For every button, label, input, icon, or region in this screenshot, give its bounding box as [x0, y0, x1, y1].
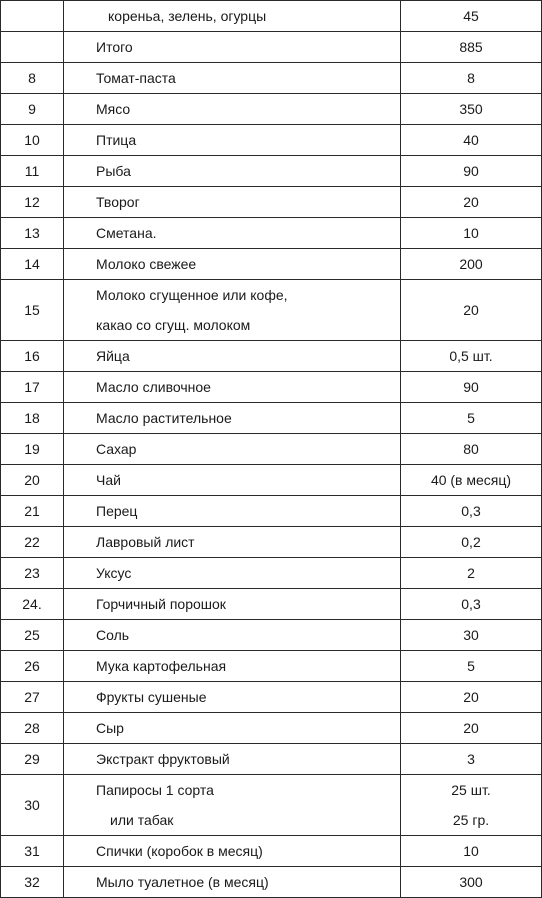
row-number: 9 — [1, 94, 64, 125]
row-number: 11 — [1, 156, 64, 187]
item-name: Лавровый лист — [64, 527, 401, 558]
item-name-line: Папиросы 1 сорта — [96, 782, 214, 798]
row-number: 24. — [1, 589, 64, 620]
item-quantity: 90 — [401, 156, 542, 187]
row-number — [1, 1, 64, 32]
item-quantity: 0,3 — [401, 496, 542, 527]
item-quantity: 885 — [401, 32, 542, 63]
row-number: 15 — [1, 280, 64, 341]
item-name — [64, 775, 401, 836]
row-number: 22 — [1, 527, 64, 558]
item-name: Экстракт фруктовый — [64, 744, 401, 775]
item-quantity: 40 (в месяц) — [401, 465, 542, 496]
item-name — [64, 280, 401, 341]
item-name: Рыба — [64, 156, 401, 187]
row-number: 10 — [1, 125, 64, 156]
table-row — [1, 32, 542, 63]
table-row — [1, 713, 542, 744]
item-name: Масло сливочное — [64, 372, 401, 403]
item-quantity-line: 25 шт. — [451, 782, 491, 798]
row-number: 13 — [1, 218, 64, 249]
table-row — [1, 867, 542, 898]
row-number: 14 — [1, 249, 64, 280]
row-number: 31 — [1, 836, 64, 867]
item-quantity: 30 — [401, 620, 542, 651]
row-number: 26 — [1, 651, 64, 682]
item-quantity: 20 — [401, 713, 542, 744]
item-quantity — [401, 775, 542, 836]
item-name-line: кореньа, зелень, огурцы — [108, 8, 267, 24]
item-name: Мука картофельная — [64, 651, 401, 682]
item-name — [64, 1, 401, 32]
item-name-line: или табак — [110, 812, 174, 828]
table-row — [1, 589, 542, 620]
row-number: 18 — [1, 403, 64, 434]
table-row — [1, 496, 542, 527]
table-row — [1, 434, 542, 465]
item-name-line: какао со сгущ. молоком — [96, 317, 251, 333]
item-name: Сыр — [64, 713, 401, 744]
item-quantity: 80 — [401, 434, 542, 465]
item-quantity: 8 — [401, 63, 542, 94]
table-row — [1, 280, 542, 341]
ration-table-body — [1, 1, 542, 898]
row-number — [1, 32, 64, 63]
table-row — [1, 94, 542, 125]
table-row — [1, 836, 542, 867]
item-quantity: 20 — [401, 280, 542, 341]
item-name: Фрукты сушеные — [64, 682, 401, 713]
item-name: Томат-паста — [64, 63, 401, 94]
row-number: 19 — [1, 434, 64, 465]
item-name: Мясо — [64, 94, 401, 125]
table-row — [1, 341, 542, 372]
table-row — [1, 125, 542, 156]
table-row — [1, 775, 542, 836]
item-quantity: 5 — [401, 651, 542, 682]
item-quantity: 40 — [401, 125, 542, 156]
item-quantity: 20 — [401, 682, 542, 713]
table-row — [1, 558, 542, 589]
item-name: Уксус — [64, 558, 401, 589]
row-number: 23 — [1, 558, 64, 589]
table-row — [1, 744, 542, 775]
item-name: Молоко свежее — [64, 249, 401, 280]
item-quantity: 20 — [401, 187, 542, 218]
item-name: Перец — [64, 496, 401, 527]
table-row — [1, 372, 542, 403]
item-quantity: 10 — [401, 218, 542, 249]
row-number: 16 — [1, 341, 64, 372]
item-quantity: 5 — [401, 403, 542, 434]
item-quantity: 0,2 — [401, 527, 542, 558]
item-quantity: 0,3 — [401, 589, 542, 620]
row-number: 8 — [1, 63, 64, 94]
table-row — [1, 218, 542, 249]
table-row — [1, 465, 542, 496]
table-row — [1, 187, 542, 218]
item-name: Сметана. — [64, 218, 401, 249]
item-name: Сахар — [64, 434, 401, 465]
item-name: Соль — [64, 620, 401, 651]
item-name: Птица — [64, 125, 401, 156]
row-number: 27 — [1, 682, 64, 713]
row-number: 30 — [1, 775, 64, 836]
item-quantity: 45 — [401, 1, 542, 32]
item-name-line: Молоко сгущенное или кофе, — [96, 287, 288, 303]
table-row — [1, 63, 542, 94]
table-row — [1, 1, 542, 32]
item-name: Творог — [64, 187, 401, 218]
table-row — [1, 156, 542, 187]
table-row — [1, 249, 542, 280]
item-name: Масло растительное — [64, 403, 401, 434]
item-quantity: 10 — [401, 836, 542, 867]
item-quantity-line: 25 гр. — [452, 812, 490, 828]
row-number: 28 — [1, 713, 64, 744]
row-number: 32 — [1, 867, 64, 898]
item-quantity: 3 — [401, 744, 542, 775]
row-number: 20 — [1, 465, 64, 496]
item-quantity: 2 — [401, 558, 542, 589]
table-row — [1, 682, 542, 713]
item-quantity: 0,5 шт. — [401, 341, 542, 372]
item-name: Мыло туалетное (в месяц) — [64, 867, 401, 898]
item-quantity: 200 — [401, 249, 542, 280]
row-number: 25 — [1, 620, 64, 651]
item-name: Чай — [64, 465, 401, 496]
item-name: Горчичный порошок — [64, 589, 401, 620]
item-quantity: 300 — [401, 867, 542, 898]
table-row — [1, 651, 542, 682]
table-row — [1, 403, 542, 434]
item-quantity: 90 — [401, 372, 542, 403]
row-number: 21 — [1, 496, 64, 527]
item-name: Спички (коробок в месяц) — [64, 836, 401, 867]
row-number: 12 — [1, 187, 64, 218]
row-number: 17 — [1, 372, 64, 403]
table-row — [1, 620, 542, 651]
item-name: Яйца — [64, 341, 401, 372]
item-quantity: 350 — [401, 94, 542, 125]
item-name: Итого — [64, 32, 401, 63]
row-number: 29 — [1, 744, 64, 775]
table-row — [1, 527, 542, 558]
